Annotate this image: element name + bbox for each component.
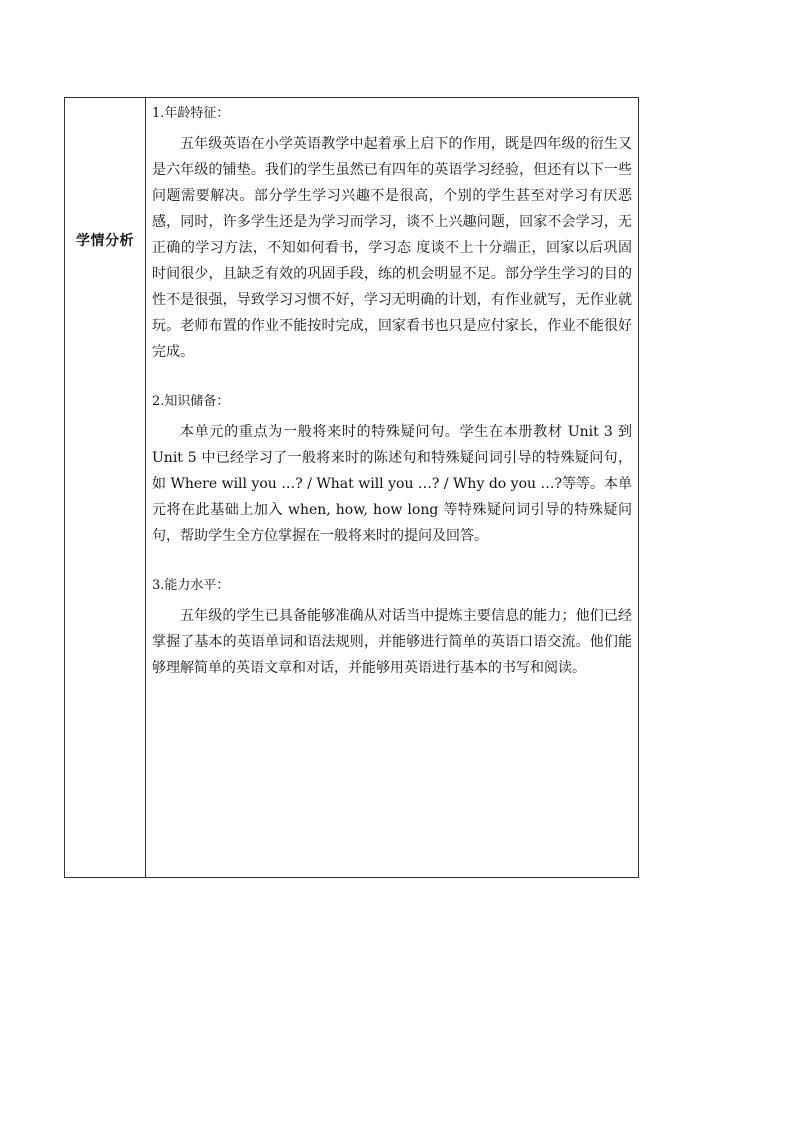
row-label: 学情分析 xyxy=(76,233,134,249)
section-body: 五年级英语在小学英语教学中起着承上启下的作用，既是四年级的衍生又是六年级的铺垫。我们的学生虽然已有四年的英语学习经验，但还有以下一些问题需要解决。部分学生学习兴趣不是很高，个别的学生甚至对学习有厌恶感，同时，许多学生还是为学习而学习，谈不上兴趣问题，回家不会学习，无正确的学习方法，不知如何看书，学习态 度谈不上十分端正，回家以后巩固时间很少，且缺乏有效的巩固手段，练的机会明显不足。部分学生学习的目的性不是很强，导致学习习惯不好，学习无明确的计划，有作业就写，无作业就玩。老师布置的作业不能按时完成，回家看书也只是应付家长，作业不能很好完成。 xyxy=(152,136,632,360)
section-heading: 1.年龄特征： xyxy=(152,106,230,121)
section-heading: 2.知识储备： xyxy=(152,394,230,409)
section-body: 五年级的学生已具备能够准确从对话当中提炼主要信息的能力；他们已经掌握了基本的英语单词和语法规则，并能够进行简单的英语口语交流。他们能够理解简单的英语文章和对话，并能够用英语进行基本的书写和阅读。 xyxy=(152,608,632,676)
row-label-cell xyxy=(65,98,146,877)
section-age-characteristics xyxy=(152,103,632,365)
section-knowledge-reserve xyxy=(152,391,632,549)
analysis-table xyxy=(64,97,639,878)
section-heading: 3.能力水平： xyxy=(152,578,230,593)
section-ability-level xyxy=(152,575,632,681)
section-body: 本单元的重点为一般将来时的特殊疑问句。学生在本册教材 Unit 3 到 Unit 5 中已经学习了一般将来时的陈述句和特殊疑问词引导的特殊疑问句，如 Where will you …? / What will you …? / Why do you …?等等。本单元将在此基础上加入 when, how, how long 等特殊疑问词引导的特殊疑问句，帮助学生全方位掌握在一般将来时的提问及回答。 xyxy=(152,424,632,544)
content-cell xyxy=(146,98,638,877)
